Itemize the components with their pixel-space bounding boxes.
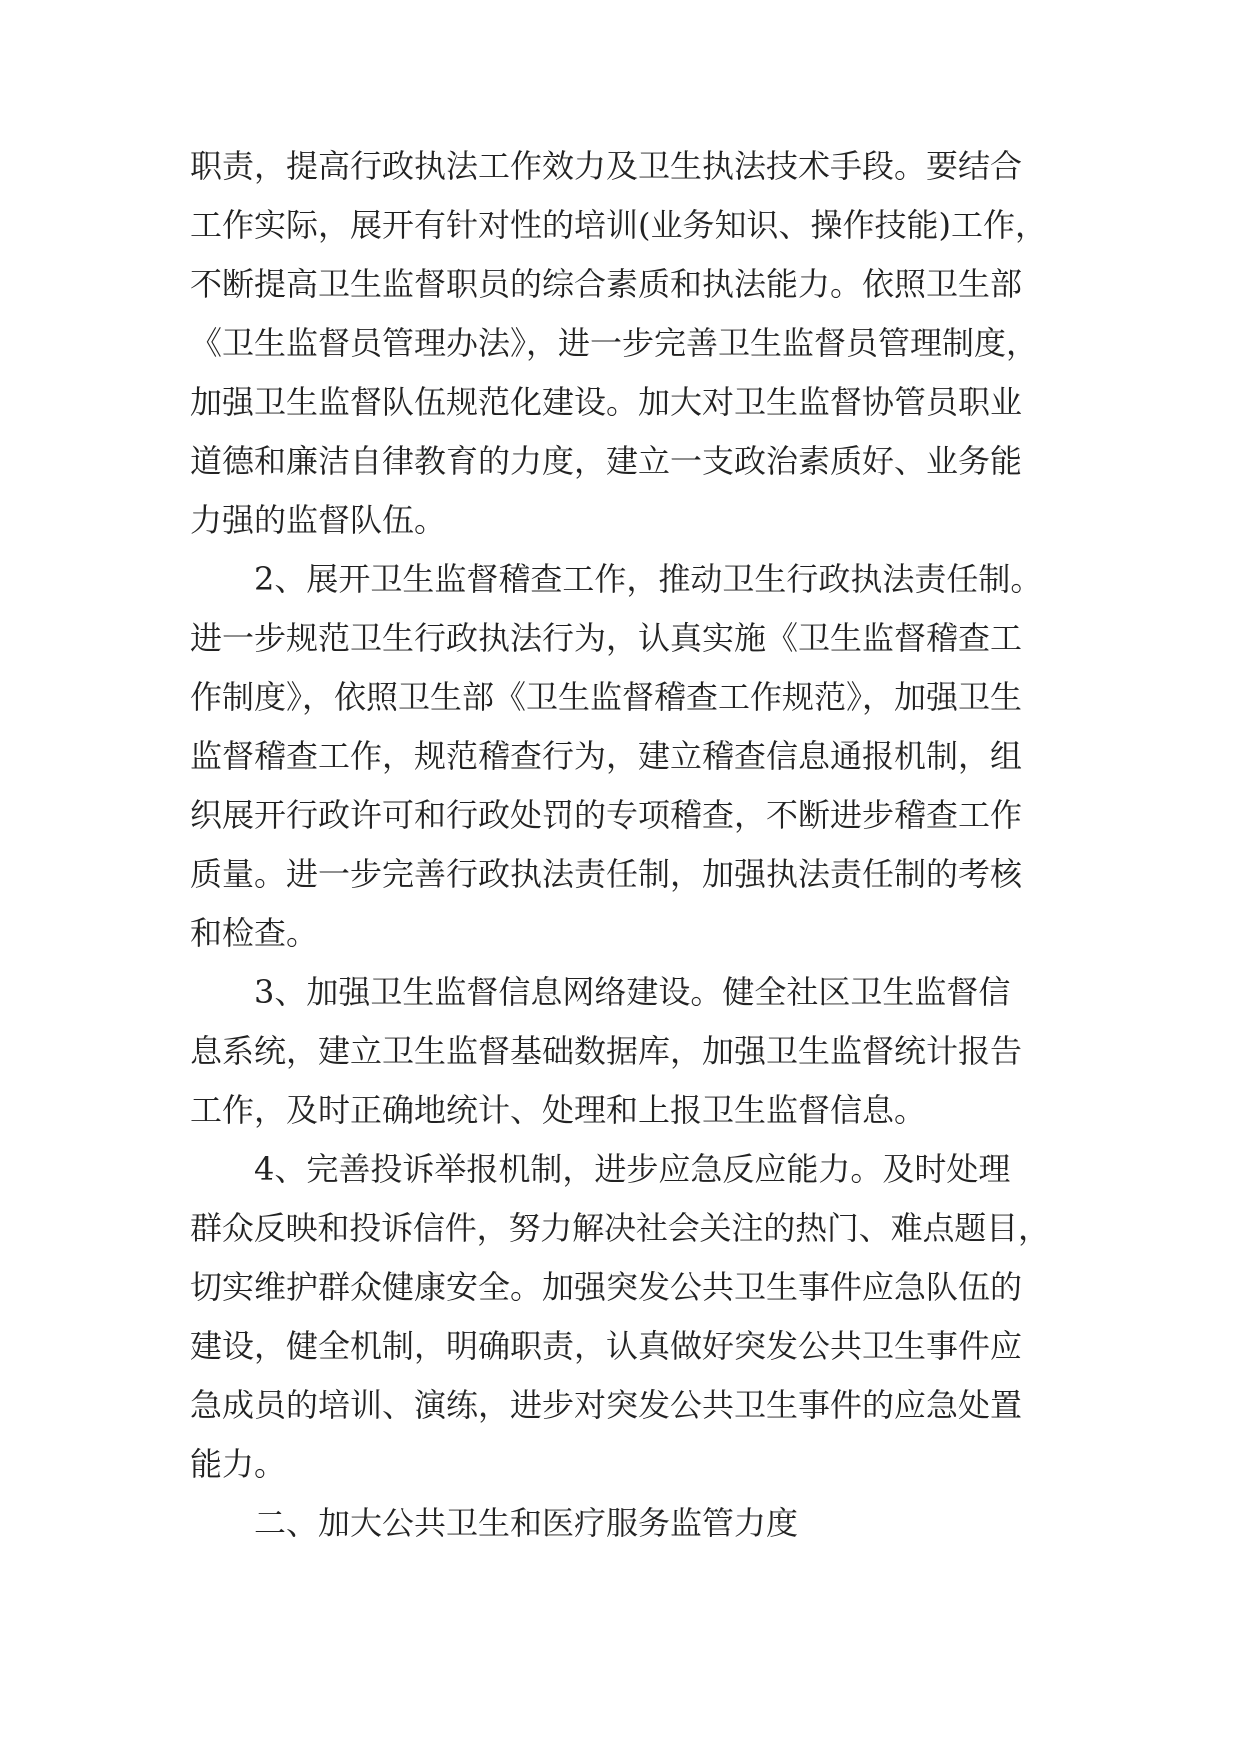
paragraph-4-line-1: 4、完善投诉举报机制，进步应急反应能力。及时处理	[254, 1150, 1011, 1188]
paragraph-1-line-2: 工作实际，展开有针对性的培训(业务知识、操作技能)工作，	[190, 206, 1047, 244]
paragraph-4-line-4: 建设，健全机制，明确职责，认真做好突发公共卫生事件应	[190, 1327, 1023, 1365]
paragraph-1-line-7: 力强的监督队伍。	[190, 501, 447, 539]
paragraph-4-line-3: 切实维护群众健康安全。加强突发公共卫生事件应急队伍的	[190, 1268, 1023, 1306]
paragraph-2-line-3: 作制度》，依照卫生部《卫生监督稽查工作规范》，加强卫生	[190, 678, 1023, 716]
section-heading: 二、加大公共卫生和医疗服务监管力度	[254, 1504, 799, 1542]
paragraph-2-line-1: 2、展开卫生监督稽查工作，推动卫生行政执法责任制。	[254, 560, 1043, 598]
paragraph-2-line-5: 织展开行政许可和行政处罚的专项稽查，不断进步稽查工作	[190, 796, 1023, 834]
paragraph-1-line-4: 《卫生监督员管理办法》，进一步完善卫生监督员管理制度，	[190, 324, 1039, 362]
paragraph-1-line-5: 加强卫生监督队伍规范化建设。加大对卫生监督协管员职业	[190, 383, 1023, 421]
paragraph-2-line-2: 进一步规范卫生行政执法行为，认真实施《卫生监督稽查工	[190, 619, 1023, 657]
paragraph-3-line-1: 3、加强卫生监督信息网络建设。健全社区卫生监督信	[254, 973, 1011, 1011]
paragraph-4-line-6: 能力。	[190, 1445, 287, 1483]
paragraph-2-line-4: 监督稽查工作，规范稽查行为，建立稽查信息通报机制，组	[190, 737, 1023, 775]
paragraph-2-line-6: 质量。进一步完善行政执法责任制，加强执法责任制的考核	[190, 855, 1023, 893]
paragraph-1-line-1: 职责，提高行政执法工作效力及卫生执法技术手段。要结合	[190, 147, 1023, 185]
paragraph-1-line-3: 不断提高卫生监督职员的综合素质和执法能力。依照卫生部	[190, 265, 1023, 303]
paragraph-1-line-6: 道德和廉洁自律教育的力度，建立一支政治素质好、业务能	[190, 442, 1023, 480]
paragraph-4-line-2: 群众反映和投诉信件，努力解决社会关注的热门、难点题目，	[190, 1209, 1050, 1247]
paragraph-2-line-7: 和检查。	[190, 914, 319, 952]
paragraph-3-line-2: 息系统，建立卫生监督基础数据库，加强卫生监督统计报告	[190, 1032, 1023, 1070]
paragraph-4-line-5: 急成员的培训、演练，进步对突发公共卫生事件的应急处置	[190, 1386, 1023, 1424]
paragraph-3-line-3: 工作，及时正确地统计、处理和上报卫生监督信息。	[190, 1091, 927, 1129]
